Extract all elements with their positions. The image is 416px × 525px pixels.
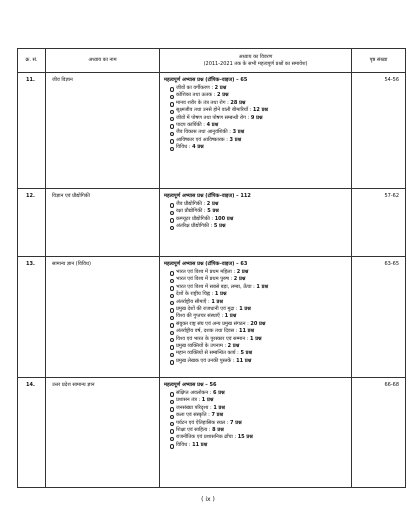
topic-item [170, 129, 347, 136]
topic-label: राजनीतिक एवं प्रशासनिक ढाँचा : [176, 434, 237, 441]
topic-label: विविध : [176, 441, 191, 448]
topic-label: प्रमुख देशों की राजधानी एवं मुद्रा : [176, 305, 238, 312]
page-range: 54-56 [352, 73, 406, 189]
table-row [18, 257, 406, 378]
chapter-number: 11. [18, 73, 46, 189]
topic-item [170, 100, 347, 107]
topic-item [170, 208, 347, 215]
topic-count: 15 प्रश्न [237, 434, 253, 441]
topic-label: भारत एवं विश्व में प्रथम महिला : [176, 268, 236, 275]
topic-label: महान व्यक्तियों से सम्बन्धित कार्य : [176, 350, 239, 357]
topic-item [170, 144, 347, 151]
topic-count: 6 प्रश्न [213, 389, 225, 396]
header-detail-line2: (2011-2021 तक के सभी महत्वपूर्ण प्रश्नों का समावेश) [203, 60, 308, 67]
header-chapter-detail [160, 49, 352, 73]
topic-label: संयुक्त राष्ट्र संघ एवं अन्य प्रमुख संगठन : [176, 320, 249, 327]
topic-item [170, 223, 347, 230]
topic-list [164, 201, 347, 231]
topic-label: देशों के राष्ट्रीय चिह्न : [176, 291, 214, 298]
topic-item [170, 276, 347, 283]
chapter-number: 12. [18, 189, 46, 257]
topic-label: संक्षिप्त अवलोकन : [176, 389, 212, 396]
page-range: 63-65 [352, 257, 406, 378]
topic-item [170, 92, 347, 99]
topic-label: कम्प्यूटर प्रौद्योगिकी : [176, 215, 214, 222]
table-row [18, 189, 406, 257]
topic-label: कोशिका तथा ऊतक : [176, 92, 216, 99]
topic-label: मानव शरीर के तंत्र तथा रोग : [176, 99, 229, 106]
topic-item [170, 299, 347, 306]
topic-label: अंतरिक्ष प्रौद्योगिकी : [176, 223, 213, 230]
topic-list [164, 269, 347, 365]
topic-item [170, 358, 347, 365]
topic-count: 3 प्रश्न [232, 129, 245, 136]
topic-count: 1 प्रश्न [256, 283, 269, 290]
topic-count: 4 प्रश्न [206, 121, 219, 128]
topic-label: आविष्कार एवं आविष्कारक : [176, 136, 228, 143]
chapter-name: उत्तर प्रदेश सामान्य ज्ञान [46, 378, 160, 488]
topic-count: 7 प्रश्न [230, 419, 242, 426]
chapter-detail [160, 73, 352, 189]
topic-count: 2 प्रश्न [236, 268, 249, 275]
chapter-name: विज्ञान एवं प्रौद्योगिकी [46, 189, 160, 257]
topic-count: 2 प्रश्न [206, 200, 219, 207]
topic-label: पर्यटन एवं ऐतिहासिक स्थल : [176, 419, 229, 426]
topic-count: 5 प्रश्न [240, 350, 253, 357]
topic-count: 2 प्रश्न [227, 342, 240, 349]
chapter-detail [160, 257, 352, 378]
topic-count: 11 प्रश्न [238, 328, 255, 335]
topic-count: 1 प्रश्न [214, 291, 227, 298]
table-row [18, 378, 406, 488]
topic-item [170, 412, 347, 419]
topic-item [170, 420, 347, 427]
topic-count: 1 प्रश्न [201, 397, 214, 404]
topic-count: 11 प्रश्न [236, 357, 252, 364]
table-header-row [18, 49, 406, 73]
topic-label: सूक्ष्मजीव तथा उनसे होने वाली बीमारियाँ : [176, 107, 252, 114]
topic-count: 1 प्रश्न [239, 305, 251, 312]
detail-heading: महत्वपूर्ण अभ्यास प्रश्न – 56 [164, 382, 217, 388]
topic-item [170, 216, 347, 223]
topic-label: विश्व की गुप्तचर संस्थाएँ : [176, 313, 224, 320]
topic-label: अंतर्राष्ट्रीय सीमाएँ : [176, 298, 210, 305]
topic-list [164, 85, 347, 152]
detail-heading: महत्वपूर्ण अभ्यास प्रश्न (टॉपिक–वाइज) – 65 [164, 77, 248, 83]
topic-count: 8 प्रश्न [212, 426, 224, 433]
chapter-number: 14. [18, 378, 46, 488]
topic-label: कला एवं संस्कृति : [176, 412, 210, 419]
header-detail-line1: अध्याय का विवरण [238, 54, 273, 60]
topic-item [170, 397, 347, 404]
topic-label: प्रमुख व्यक्तियों के उपनाम : [176, 342, 227, 349]
topic-item [170, 336, 347, 343]
topic-item [170, 442, 347, 449]
topic-count: 1 प्रश्न [211, 298, 223, 305]
chapter-name: जीव विज्ञान [46, 73, 160, 189]
topic-item [170, 350, 347, 357]
contents-table [17, 48, 406, 488]
header-page-count: पृष्ठ संख्या [352, 49, 406, 73]
topic-item [170, 313, 347, 320]
topic-label: प्रशासन तंत्र : [176, 397, 201, 404]
page-range: 66-68 [352, 378, 406, 488]
topic-count: 12 प्रश्न [252, 107, 268, 114]
topic-count: 1 प्रश्न [213, 404, 225, 411]
topic-count: 2 प्रश्न [233, 276, 246, 283]
topic-count: 11 प्रश्न [192, 441, 208, 448]
header-serial: क्र. सं. [18, 49, 46, 73]
topic-label: भारत एवं विश्व में प्रथम पुरुष : [176, 276, 233, 283]
topic-label: जीवों में पोषण तथा पोषण सम्बन्धी रोग : [176, 114, 250, 121]
chapter-detail [160, 378, 352, 488]
topic-item [170, 115, 347, 122]
table-row [18, 73, 406, 189]
header-chapter-name: अध्याय का नाम [46, 49, 160, 73]
chapter-detail [160, 189, 352, 257]
topic-label: शिक्षा एवं साहित्य : [176, 426, 211, 433]
topic-count: 7 प्रश्न [211, 412, 224, 419]
detail-heading: महत्वपूर्ण अभ्यास प्रश्न (टॉपिक–वाइज) – 112 [164, 193, 251, 199]
topic-list [164, 390, 347, 449]
topic-label: जीवों का वर्गीकरण : [176, 84, 214, 91]
topic-item [170, 107, 347, 114]
topic-label: प्रमुख लेखक एवं उनकी पुस्तकें : [176, 357, 235, 364]
topic-count: 5 प्रश्न [213, 223, 226, 230]
topic-count: 20 प्रश्न [250, 320, 266, 327]
topic-label: रक्षा प्रौद्योगिकी : [176, 208, 206, 215]
topic-count: 1 प्रश्न [249, 335, 262, 342]
topic-count: 1 प्रश्न [224, 313, 237, 320]
topic-item [170, 405, 347, 412]
topic-item [170, 328, 347, 335]
topic-item [170, 291, 347, 298]
chapter-number: 13. [18, 257, 46, 378]
topic-label: अंतर्राष्ट्रीय वर्ष, दशक तथा दिवस : [176, 328, 238, 335]
topic-count: 4 प्रश्न [192, 144, 204, 151]
topic-label: जैव विकास तथा आनुवंशिकी : [176, 129, 231, 136]
topic-count: 5 प्रश्न [207, 208, 219, 215]
topic-label: विश्व एवं भारत के पुरस्कार एवं सम्मान : [176, 335, 249, 342]
topic-label: भारत एवं विश्व में सबसे बड़ा, लम्बा, ऊँचा : [176, 283, 255, 290]
page-range: 57-62 [352, 189, 406, 257]
topic-item [170, 284, 347, 291]
topic-count: 100 प्रश्न [214, 215, 234, 222]
topic-count: 9 प्रश्न [250, 114, 263, 121]
topic-label: विविध : [176, 144, 191, 151]
topic-label: पादप कार्यिकी : [176, 121, 205, 128]
detail-heading: महत्वपूर्ण अभ्यास प्रश्न (टॉपिक–वाइज) – 63 [164, 261, 248, 267]
page-number: ( ix ) [201, 496, 215, 503]
topic-count: 28 प्रश्न [230, 99, 246, 106]
topic-count: 2 प्रश्न [214, 84, 227, 91]
chapter-name: सामान्य ज्ञान (विविध) [46, 257, 160, 378]
topic-label: जैव प्रौद्योगिकी : [176, 200, 206, 207]
topic-item [170, 434, 347, 441]
topic-count: 2 प्रश्न [216, 92, 229, 99]
topic-label: जनसंख्या परिदृश्य : [176, 404, 212, 411]
topic-count: 3 प्रश्न [229, 136, 242, 143]
